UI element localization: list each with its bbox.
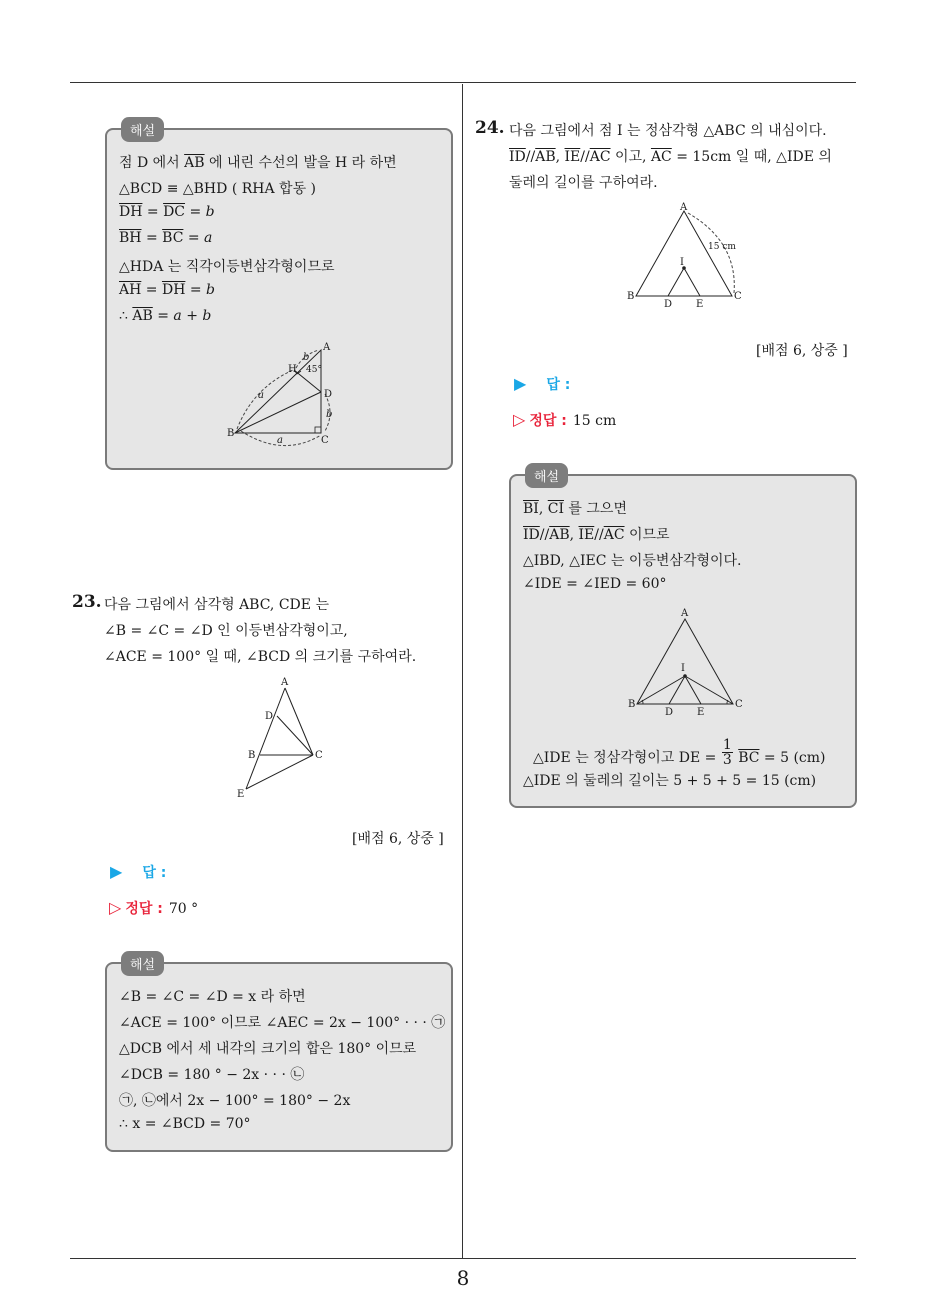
label-45: 45° [306,365,322,375]
play-arrow-icon: ▶ [514,374,527,393]
question-line: 다음 그림에서 점 I 는 정삼각형 △ABC 의 내심이다. [509,123,827,139]
label-B: B [248,750,256,761]
label-b-right: b [326,409,333,420]
label-D: D [324,389,333,400]
label-a-left: a [258,390,264,401]
score-q24: [배점 6, 상중 ] [756,343,848,359]
solution-box-q22 [105,124,453,470]
solution-line: ∠B = ∠C = ∠D = x 라 하면 [119,989,306,1005]
hollow-arrow-icon: ▷ [513,410,526,429]
question-line: 둘레의 길이를 구하여라. [509,175,658,191]
solution-line: $\overline{ID}//\overline{AB}$, $\overline{IE}//\overline{AC}$ 이므로 [523,527,670,543]
label-A: A [281,677,289,688]
label-a-bottom: a [277,435,283,446]
question-number-23: 23. [72,592,102,612]
label-I: I [681,663,685,674]
solution-line: ∴ $\overline{AB} = a + b$ [119,308,212,324]
solution-line: △BCD ≡ △BHD ( RHA 합동 ) [119,181,317,197]
solution-line: △DCB 에서 세 내각의 크기의 합은 180° 이므로 [119,1041,417,1057]
question-line: $\overline{ID}//\overline{AB}$, $\overline{IE}//\overline{AC}$ 이고, $\overline{AC} = 15cm$ 일 때, △IDE 의 [509,149,832,165]
play-arrow-icon: ▶ [110,862,123,881]
page-number: 8 [456,1266,470,1290]
solution-line: $\overline{AH} = \overline{DH} = b$ [119,282,216,298]
label-D: D [664,299,673,310]
label-B: B [227,428,235,439]
question-line: ∠B = ∠C = ∠D 인 이등변삼각형이고, [104,623,348,639]
label-B: B [627,291,635,302]
solution-line: $\overline{BH} = \overline{BC} = a$ [119,230,213,246]
question-line: ∠ACE = 100° 일 때, ∠BCD 의 크기를 구하여라. [104,649,417,665]
solution-line: ∠IDE = ∠IED = 60° [523,576,667,592]
solution-line: ∴ x = ∠BCD = 70° [119,1116,251,1132]
label-I: I [680,257,684,268]
label-E: E [237,789,245,800]
overline-bc: $\overline{BC}$ [738,749,760,766]
label-E: E [697,707,705,718]
solution-tag: 해설 [525,463,568,488]
solution-line: ∠DCB = 180 ° − 2x · · · ㉡ [119,1067,305,1083]
label-A: A [680,202,688,213]
solution-line: $\overline{BI}$, $\overline{CI}$ 를 그으면 [523,501,627,517]
solution-line: ∠ACE = 100° 이므로 ∠AEC = 2x − 100° · · · ㉠ [119,1015,446,1031]
correct-answer-line-q23: ▷ 정답 : 70 ° [109,898,199,917]
label-b-top: b [303,352,310,363]
correct-answer-value: 70 ° [168,901,199,917]
label-B: B [628,699,636,710]
label-E: E [696,299,704,310]
label-C: C [321,435,329,446]
solution-line: △HDA 는 직각이등변삼각형이므로 [119,259,335,275]
correct-answer-value: 15 cm [572,413,617,429]
solution-tag: 해설 [121,951,164,976]
label-C: C [315,750,323,761]
figure-q24 [622,200,762,310]
solution-line: △IBD, △IEC 는 이등변삼각형이다. [523,553,742,569]
top-rule [70,82,856,83]
figure-q23 [225,674,345,804]
solution-line: △IDE 의 둘레의 길이는 5 + 5 + 5 = 15 (cm) [523,773,817,789]
fraction-one-third: $\frac{1}{3}$ [722,737,732,768]
solution-tag: 해설 [121,117,164,142]
label-C: C [734,291,742,302]
score-q23: [배점 6, 상중 ] [352,831,444,847]
answer-line-q24: ▶ 답 : [514,374,571,393]
question-number-24: 24. [475,118,505,138]
answer-line-q23: ▶ 답 : [110,862,167,881]
correct-answer-line-q24: ▷ 정답 : 15 cm [513,410,617,429]
bottom-rule [70,1258,856,1259]
solution-line: ㉠, ㉡에서 2x − 100° = 180° − 2x [119,1093,351,1109]
label-A: A [323,342,331,353]
label-C: C [735,699,743,710]
solution-box-q23 [105,958,453,1152]
hollow-arrow-icon: ▷ [109,898,122,917]
solution-line: 점 D 에서 $\overline{AB}$ 에 내린 수선의 발을 H 라 하면 [119,155,397,171]
label-H: H [288,364,297,375]
label-D: D [665,707,674,718]
label-D: D [265,711,274,722]
solution-line-fraction: △IDE 는 정삼각형이고 DE = $\frac{1}{3}$ $\overline{BC} = 5$ (cm) [533,737,826,768]
label-15cm: 15 cm [708,242,736,252]
solution-box-q24 [509,470,857,808]
column-divider [462,84,463,1258]
solution-line: $\overline{DH} = \overline{DC} = b$ [119,204,215,220]
figure-q22-solution [107,130,455,472]
question-line: 다음 그림에서 삼각형 ABC, CDE 는 [104,597,329,613]
label-A: A [681,608,689,619]
